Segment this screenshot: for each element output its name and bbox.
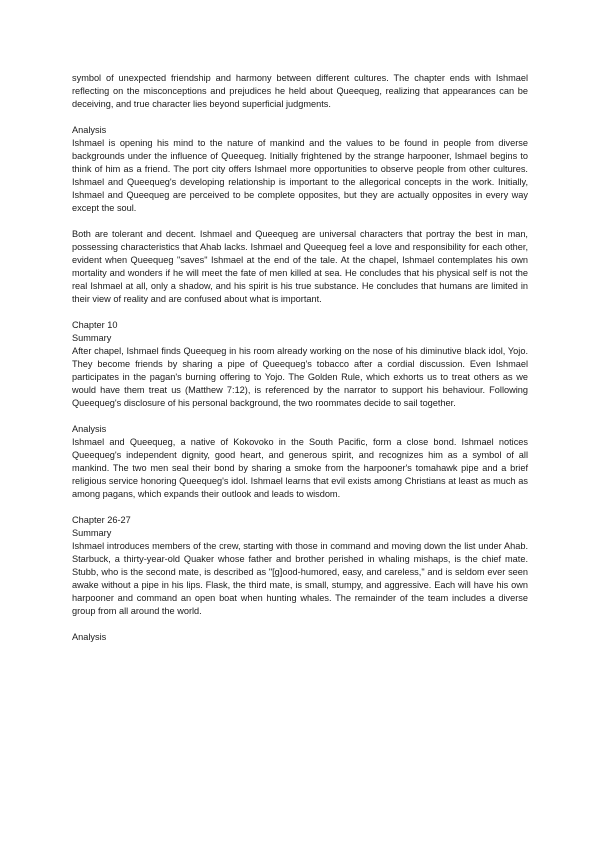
analysis-section-1 [72,124,528,215]
intro-paragraph: symbol of unexpected friendship and harmony between different cultures. The chapter ends with Ishmael reflecting on the misconceptions and prejudices he held about Queequeg, realizing that appearances can be deceiving, and true character lies beyond superficial judgments. [72,73,528,109]
section-body: Ishmael introduces members of the crew, starting with those in command and moving down the list under Ahab. Starbuck, a thirty-year-old Quaker whose father and brother perished in whaling mishaps, is the chief mate. Stubb, who is the second mate, is described as "[g]ood-humored, easy, and careless," and is seldom ever seen awake without a pipe in his lips. Flask, the third mate, is small, stumpy, and aggressive. Each will have his own harpooner and command an open boat when hunting whales. The remainder of the team includes a diverse group from all around the world. [72,541,528,616]
section-heading: Analysis [72,125,107,135]
section-subheading: Summary [72,528,112,538]
chapter-title: Chapter 26-27 [72,515,131,525]
chapter-title: Chapter 10 [72,320,118,330]
paragraph-2: Both are tolerant and decent. Ishmael and Queequeg are universal characters that portray the best in man, possessing characteristics that Ahab lacks. Ishmael and Queequeg feel a love and responsibility for each other, evident when Queequeg "saves" Ishmael at the end of the tale. At the chapel, Ishmael contemplates his own mortality and wonders if he will meet the fate of men killed at sea. He concludes that his physical self is not the real Ishmael at all, only a shadow, and his spirit is his true substance. He concludes that humans are limited in their view of reality and are confused about what is important. [72,229,528,304]
section-subheading: Summary [72,333,112,343]
final-section-heading: Analysis [72,632,107,642]
chapter-10-section [72,319,528,410]
chapter-26-27-section [72,514,528,618]
section-body: Ishmael and Queequeg, a native of Kokovoko in the South Pacific, form a close bond. Ishmael notices Queequeg's independent dignity, good heart, and generous spirit, and recognizes him as a symbol of all mankind. The two men seal their bond by sharing a smoke from the harpooner's tomahawk pipe and a brief religious service honoring Queequeg's idol. Ishmael learns that evil exists among Christians at least as much as among pagans, which expands their outlook and leads to wisdom. [72,437,528,499]
section-body: After chapel, Ishmael finds Queequeg in his room already working on the nose of his diminutive black idol, Yojo. They become friends by sharing a pipe of Queequeg's tobacco after a cordial discussion. Even Ishmael participates in the pagan's burning offering to Yojo. The Golden Rule, which exhorts us to treat others as we would have them treat us (Matthew 7:12), is referenced by the narrator to support his behaviour. Following Queequeg's disclosure of his personal background, the two roommates decide to sail together. [72,346,528,408]
analysis-section-3 [72,423,528,501]
section-body: Ishmael is opening his mind to the nature of mankind and the values to be found in people from diverse backgrounds under the influence of Queequeg. Initially frightened by the strange harpooner, Ishmael begins to think of him as a friend. The port city offers Ishmael more opportunities to observe people from other cultures. Ishmael and Queequeg's developing relationship is important to the allegorical concepts in the work. Initially, Ishmael and Queequeg are perceived to be complete opposites, but they are actually opposites in every way except the soul. [72,138,528,213]
section-heading: Analysis [72,424,107,434]
document-page [72,72,528,644]
